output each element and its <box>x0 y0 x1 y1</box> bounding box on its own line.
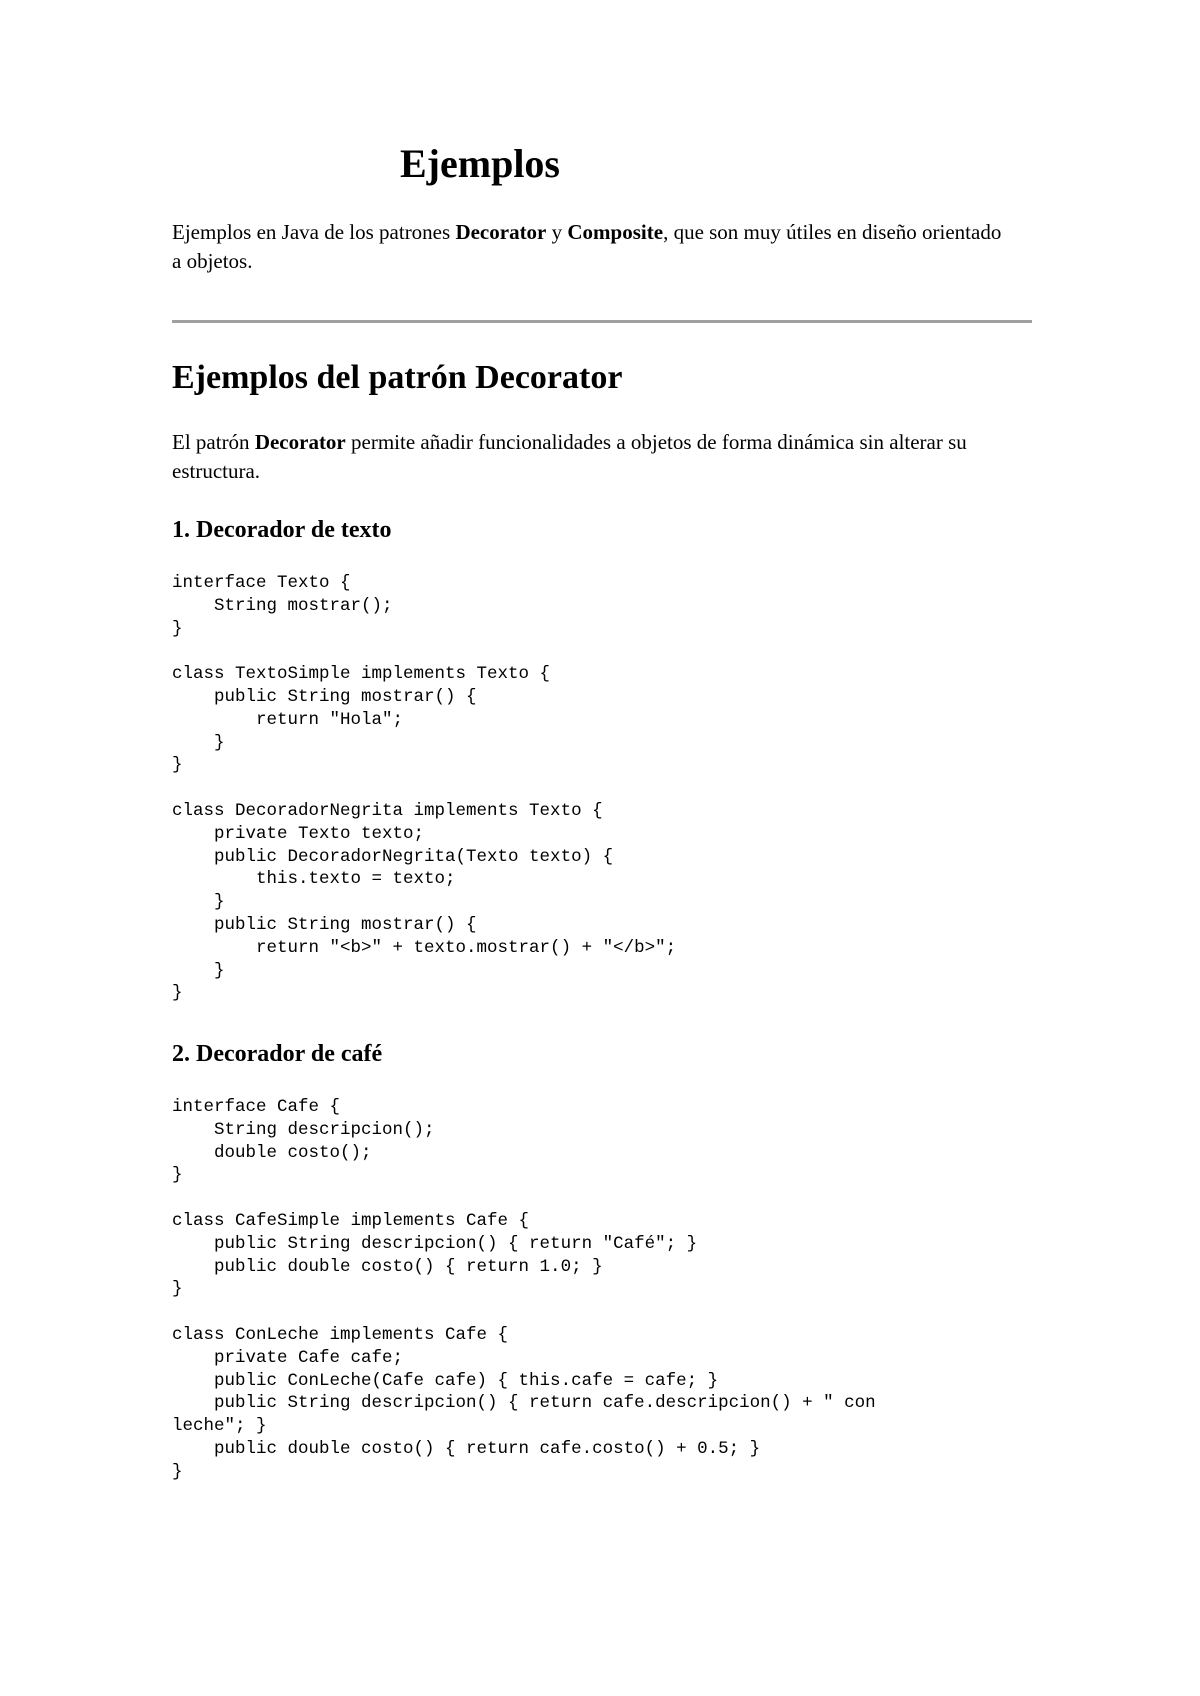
intro-paragraph <box>172 218 1002 276</box>
page-title: Ejemplos <box>400 141 560 186</box>
intro-bold-composite: Composite <box>567 220 664 244</box>
description-bold-decorator: Decorator <box>254 430 346 454</box>
example-1-title: 1. Decorador de texto <box>172 517 392 543</box>
intro-text-middle: y <box>546 220 568 244</box>
horizontal-divider <box>172 320 1032 323</box>
intro-bold-decorator: Decorator <box>455 220 547 244</box>
intro-text-after: , que son muy útiles en diseño orientado a objetos. <box>172 220 1002 273</box>
description-text-after: permite añadir funcionalidades a objetos de forma dinámica sin alterar su estructura. <box>172 430 967 483</box>
example-1-code-block: interface Texto { String mostrar(); } class TextoSimple implements Texto { public String mostrar() { return "Hola"; } } class DecoradorNegrita implements Texto { private Texto texto; public DecoradorNegrita(Texto texto) { this.texto = texto; } public String mostrar() { return "<b>" + texto.mostrar() + "</b>"; } } <box>172 573 677 1004</box>
decorator-section-title: Ejemplos del patrón Decorator <box>172 359 623 396</box>
description-text-before: El patrón <box>172 430 255 454</box>
example-2-title: 2. Decorador de café <box>172 1041 383 1067</box>
decorator-section-description <box>172 428 1002 486</box>
example-2-code-block: interface Cafe { String descripcion(); double costo(); } class CafeSimple implements Cafe { public String descripcion() { return "Café"; } public double costo() { return 1.0; } } class ConLeche implements Cafe { private Cafe cafe; public ConLeche(Cafe cafe) { this.cafe = cafe; } public String descripcion() { return cafe.descripcion() + " con leche"; } public double costo() { return cafe.costo() + 0.5; } } <box>172 1097 876 1482</box>
intro-text-before: Ejemplos en Java de los patrones <box>172 220 456 244</box>
